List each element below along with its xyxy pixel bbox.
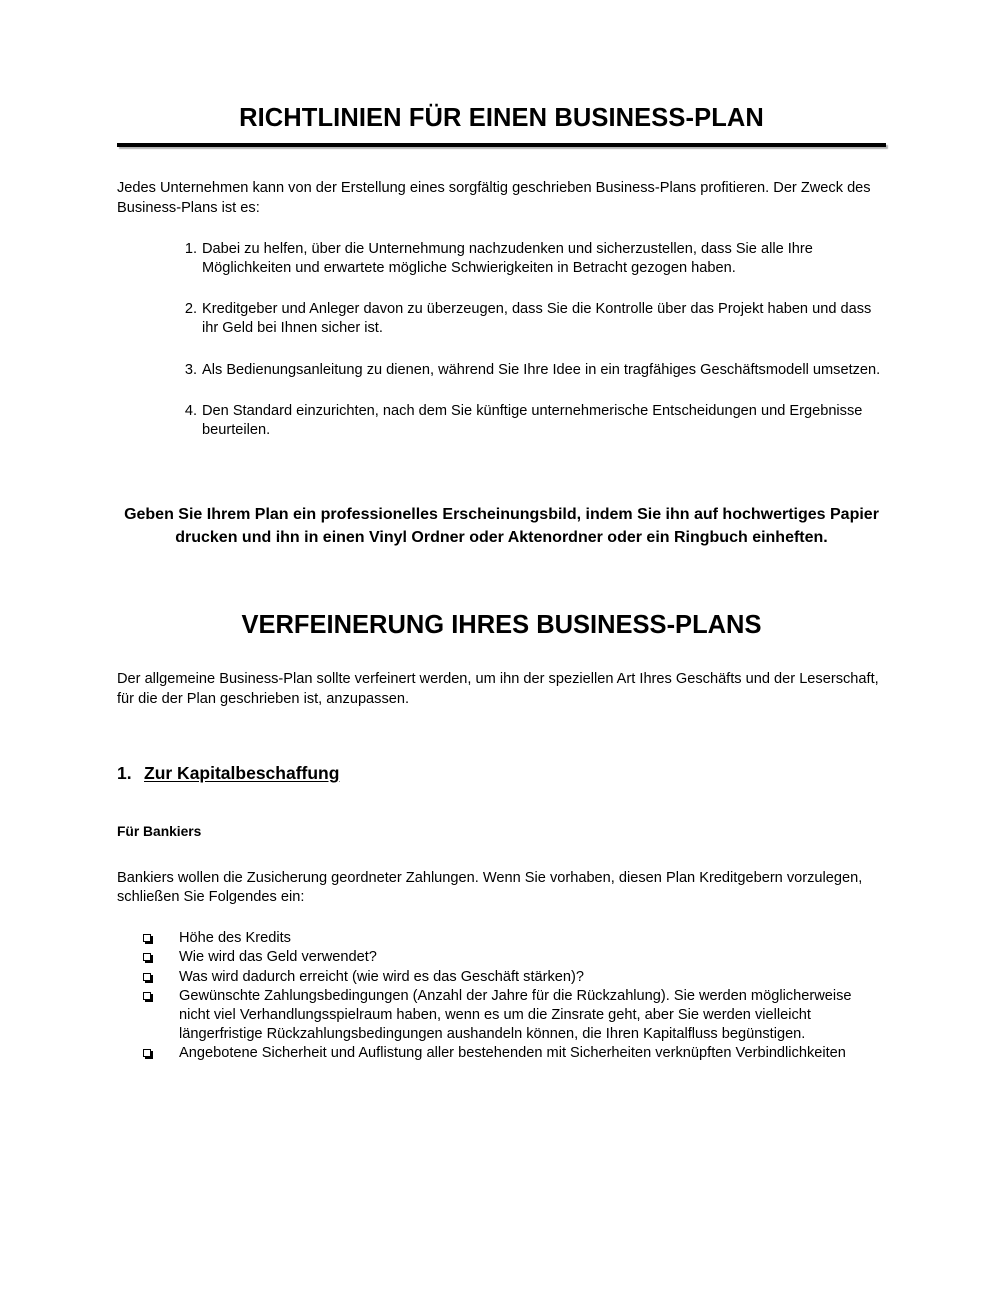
list-item — [117, 948, 886, 967]
section-title: VERFEINERUNG IHRES BUSINESS-PLANS — [241, 611, 762, 640]
list-item-text: Dabei zu helfen, über die Unternehmung nachzudenken und sicherzustellen, dass Sie alle Ihre Möglichkeiten und erwartete mögliche Schwierigkeiten in Betracht gezogen haben. — [202, 240, 813, 276]
square-bullet-icon — [143, 934, 151, 942]
purpose-list — [117, 240, 886, 440]
list-item — [117, 929, 886, 948]
list-item — [117, 968, 886, 987]
list-item-text: Den Standard einzurichten, nach dem Sie künftige unternehmerische Entscheidungen und Ergebnisse beurteilen. — [202, 402, 863, 438]
list-item-number: 4. — [184, 402, 197, 419]
section-paragraph: Der allgemeine Business-Plan sollte verfeinert werden, um ihn der speziellen Art Ihres Geschäfts und der Leserschaft, für die der Plan geschrieben ist, anzupassen. — [117, 671, 879, 707]
list-item — [117, 240, 886, 278]
list-item-text: Was wird dadurch erreicht (wie wird es das Geschäft stärken)? — [179, 968, 584, 985]
square-bullet-icon — [143, 992, 151, 1000]
bankiers-paragraph: Bankiers wollen die Zusicherung geordneter Zahlungen. Wenn Sie vorhaben, diesen Plan Kreditgebern vorzulegen, schließen Sie Folgendes ein: — [117, 869, 863, 906]
sub-heading — [117, 709, 886, 784]
list-item-text: Gewünschte Zahlungsbedingungen (Anzahl der Jahre für die Rückzahlung). Sie werden möglicherweise nicht viel Verhandlungsspielraum haben, wenn es um die Zinsrate geht, aber Sie werden vielleicht längerfristige Rückzahlungsbedingungen aushandeln können, die Ihren Kapitalfluss begünstigen. — [179, 987, 852, 1043]
list-item-text: Wie wird das Geld verwendet? — [179, 949, 377, 966]
list-item — [117, 361, 886, 380]
page-title: RICHTLINIEN FÜR EINEN BUSINESS-PLAN — [239, 104, 764, 132]
bankiers-bullet-list — [117, 907, 886, 1063]
list-item-number: 2. — [184, 301, 197, 318]
list-item-number: 1. — [184, 240, 197, 257]
list-item-number: 3. — [184, 361, 197, 378]
square-bullet-icon — [143, 973, 151, 981]
list-item-text: Höhe des Kredits — [179, 930, 291, 947]
square-bullet-icon — [143, 1049, 151, 1057]
list-item — [117, 300, 886, 338]
square-bullet-icon — [143, 953, 151, 961]
list-item — [117, 1044, 886, 1063]
sub-heading-text: Zur Kapitalbeschaffung — [144, 762, 340, 783]
minor-heading: Für Bankiers — [117, 823, 202, 839]
sub-heading-number: 1. — [117, 762, 132, 783]
list-item-text: Als Bedienungsanleitung zu dienen, während Sie Ihre Idee in ein tragfähiges Geschäftsmodell umsetzen. — [202, 361, 881, 378]
callout-paragraph: Geben Sie Ihrem Plan ein professionelles Erscheinungsbild, indem Sie ihn auf hochwertiges Papier drucken und ihn in einen Vinyl Ordner oder Aktenordner oder ein Ringbuch einheften. — [124, 506, 879, 547]
list-item-text: Kreditgeber und Anleger davon zu überzeugen, dass Sie die Kontrolle über das Projekt haben und dass ihr Geld bei Ihnen sicher ist. — [202, 301, 872, 337]
list-item-text: Angebotene Sicherheit und Auflistung aller bestehenden mit Sicherheiten verknüpften Verbindlichkeiten — [179, 1045, 846, 1062]
list-item — [117, 987, 886, 1045]
list-item — [117, 402, 886, 440]
document-content — [117, 0, 886, 1064]
intro-paragraph: Jedes Unternehmen kann von der Erstellung eines sorgfältig geschrieben Business-Plans profitieren. Der Zweck des Business-Plans ist es: — [117, 180, 871, 216]
